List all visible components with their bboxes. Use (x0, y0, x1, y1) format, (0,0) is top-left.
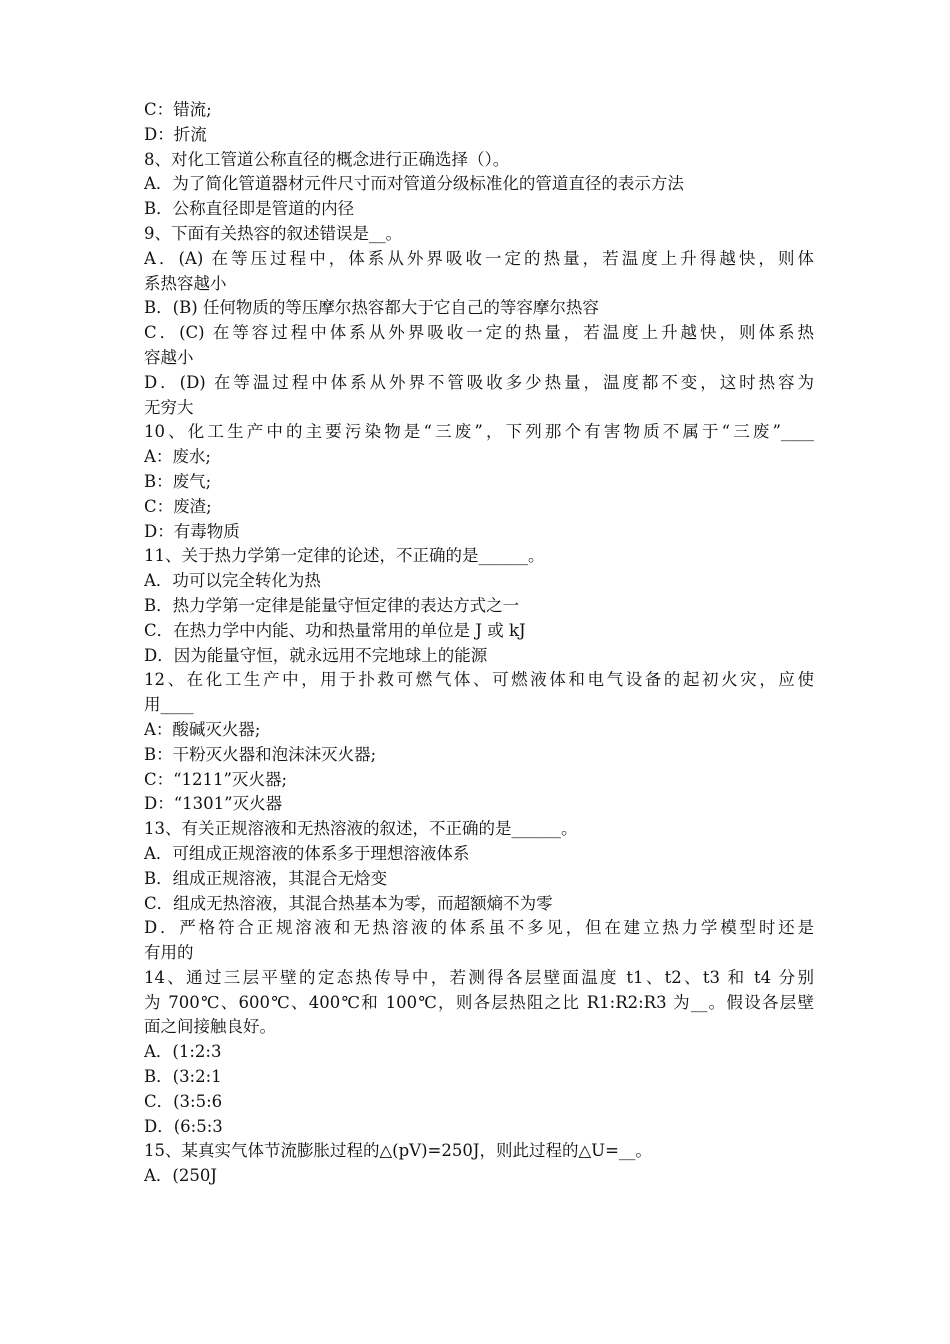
text-line: D．(6:5:3 (144, 1116, 223, 1136)
text-line: A：酸碱灭火器; (144, 719, 261, 739)
text-line: D．因为能量守恒，就永远用不完地球上的能源 (144, 645, 488, 665)
text-line: B．组成正规溶液，其混合无焓变 (144, 868, 388, 888)
text-line: 13、有关正规溶液和无热溶液的叙述，不正确的是______。 (144, 819, 578, 839)
text-line: 用____ (144, 695, 194, 715)
text-line: C．在热力学中内能、功和热量常用的单位是 J 或 kJ (144, 620, 526, 640)
text-line: 容越小 (144, 347, 194, 367)
text-line: 15、某真实气体节流膨胀过程的△(pV)=250J，则此过程的△U=__。 (144, 1141, 652, 1161)
text-line: 系热容越小 (144, 273, 227, 293)
text-line: A．(250J (144, 1166, 217, 1186)
text-line: 9、下面有关热容的叙述错误是__。 (144, 223, 402, 243)
text-line: C：废渣; (144, 496, 212, 516)
text-line: C：错流; (144, 100, 212, 119)
text-line: 为 700℃、600℃、400℃和 100℃，则各层热阻之比 R1:R2:R3 为__。假设各层壁 (144, 992, 814, 1012)
text-line: 10、化工生产中的主要污染物是“三废”，下列那个有害物质不属于“三废”____ (144, 422, 814, 442)
text-line: B．热力学第一定律是能量守恒定律的表达方式之一 (144, 595, 520, 615)
text-line: D．严格符合正规溶液和无热溶液的体系虽不多见，但在建立热力学模型时还是 (144, 918, 814, 938)
text-line: D：折流 (144, 124, 207, 144)
text-line: 有用的 (144, 943, 194, 963)
text-line: 12、在化工生产中，用于扑救可燃气体、可燃液体和电气设备的起初火灾，应使 (144, 670, 814, 690)
text-line: 面之间接触良好。 (144, 1017, 276, 1037)
text-line: B：干粉灭火器和泡沫沫灭火器; (144, 744, 377, 764)
text-line: B．公称直径即是管道的内径 (144, 199, 355, 219)
text-line: A：废水; (144, 447, 211, 467)
text-line: C．组成无热溶液，其混合热基本为零，而超额熵不为零 (144, 893, 553, 913)
text-line: 8、对化工管道公称直径的概念进行正确选择（）。 (144, 149, 510, 169)
text-line: A．(A) 在等压过程中，体系从外界吸收一定的热量，若温度上升得越快，则体 (144, 248, 814, 268)
text-line: A．功可以完全转化为热 (144, 571, 321, 591)
text-line: D．(D) 在等温过程中体系从外界不管吸收多少热量，温度都不变，这时热容为 (144, 372, 814, 392)
text-line: C：“1211”灭火器; (144, 769, 288, 789)
text-line: B．(B) 任何物质的等压摩尔热容都大于它自己的等容摩尔热容 (144, 298, 599, 318)
text-line: A．可组成正规溶液的体系多于理想溶液体系 (144, 843, 470, 863)
text-line: 无穷大 (144, 397, 194, 417)
text-line: B．(3:2:1 (144, 1067, 222, 1087)
text-line: 14、通过三层平壁的定态热传导中，若测得各层壁面温度 t1、t2、t3 和 t4 分别 (144, 967, 814, 987)
text-line: D：“1301”灭火器 (144, 794, 283, 814)
text-line: D：有毒物质 (144, 521, 240, 541)
text-line: A．(1:2:3 (144, 1042, 222, 1062)
text-line: A．为了简化管道器材元件尺寸而对管道分级标准化的管道直径的表示方法 (144, 174, 684, 194)
text-line: 11、关于热力学第一定律的论述，不正确的是______。 (144, 546, 545, 566)
text-line: C．(3:5:6 (144, 1091, 223, 1111)
text-line: B：废气; (144, 471, 212, 491)
document-page (144, 98, 814, 1189)
text-line: C．(C) 在等容过程中体系从外界吸收一定的热量，若温度上升越快，则体系热 (144, 323, 814, 343)
